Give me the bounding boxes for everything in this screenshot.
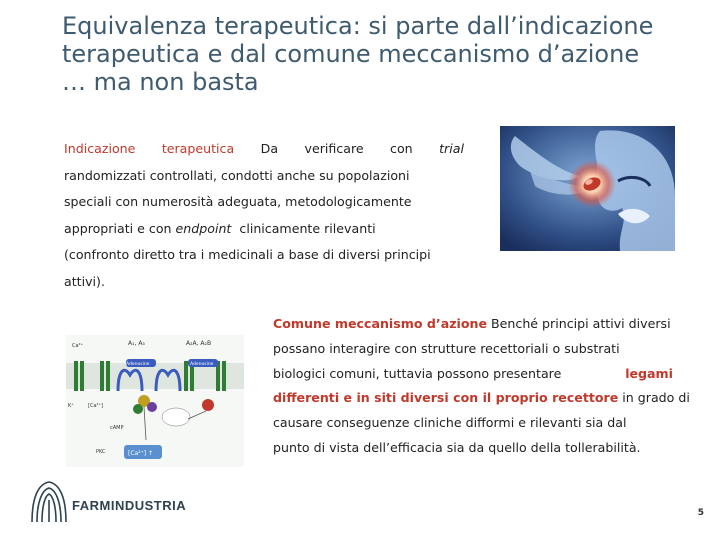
word: Da: [260, 141, 279, 156]
text-line: (confronto diretto tra i medicinali a base di diversi principi: [64, 247, 431, 262]
text-segment: in grado di: [622, 390, 690, 406]
receptor-diagram-image: [66, 335, 244, 467]
slide-title: [62, 12, 662, 96]
word: con: [390, 141, 413, 156]
paragraph-indicazione: [64, 136, 464, 295]
text-line: causare conseguenze cliniche difformi e rilevanti sia dal: [273, 415, 627, 431]
diagram-label: PKC: [96, 449, 106, 455]
diagram-label: Ca²⁺: [72, 343, 84, 349]
word-trial: trial: [439, 141, 464, 156]
keyword-legami: legami: [625, 365, 673, 381]
text-line: punto di vista dell’efficacia sia da quello della tollerabilità.: [273, 439, 641, 455]
text-segment: biologici comuni, tuttavia possono presentare: [273, 365, 562, 381]
title-line: Equivalenza terapeutica: si parte dall’indicazione: [62, 12, 654, 40]
diagram-label: Adenosine: [126, 362, 150, 367]
title-line: … ma non basta: [62, 68, 259, 96]
logo-mark-icon: [28, 478, 70, 526]
keyword-meccanismo: Comune meccanismo d’azione: [273, 316, 488, 331]
page-number: 5: [697, 508, 704, 518]
text-line: [273, 362, 673, 387]
diagram-label: A₁, A₃: [128, 340, 145, 347]
text-line: attivi).: [64, 273, 105, 289]
diagram-label: K⁺: [68, 403, 74, 409]
keyword-indicazione: Indicazione: [64, 141, 136, 156]
text-line: possano interagire con strutture recettoriali o substrati: [273, 340, 620, 356]
text-line: [64, 216, 464, 243]
keyword-terapeutica: terapeutica: [161, 141, 235, 156]
text-segment: Benché principi attivi diversi: [491, 316, 671, 331]
diagram-label: Adenosine: [190, 362, 214, 367]
diagram-label: cAMP: [110, 425, 124, 431]
paragraph-meccanismo: [273, 312, 690, 461]
text-line: [273, 386, 690, 411]
text-segment: clinicamente rilevanti: [239, 220, 376, 236]
text-line: [273, 312, 673, 337]
text-line: randomizzati controllati, condotti anche su popolazioni: [64, 167, 410, 183]
title-line: terapeutica e dal comune meccanismo d’azione: [62, 40, 640, 68]
word-endpoint: endpoint: [175, 220, 232, 236]
diagram-label: [Ca²⁺] ↑: [128, 450, 154, 457]
text-line: [64, 136, 464, 163]
text-segment: appropriati e con: [64, 220, 172, 236]
keyword-siti: differenti e in siti diversi con il proprio recettore: [273, 390, 619, 406]
word: verificare: [304, 141, 364, 156]
text-line: speciali con numerosità adeguata, metodologicamente: [64, 194, 412, 209]
face-pill-image: [500, 126, 675, 251]
diagram-label: A₂A, A₂B: [186, 340, 212, 347]
logo-text: FARMINDUSTRIA: [72, 498, 187, 513]
diagram-label: [Ca²⁺]: [88, 403, 104, 409]
